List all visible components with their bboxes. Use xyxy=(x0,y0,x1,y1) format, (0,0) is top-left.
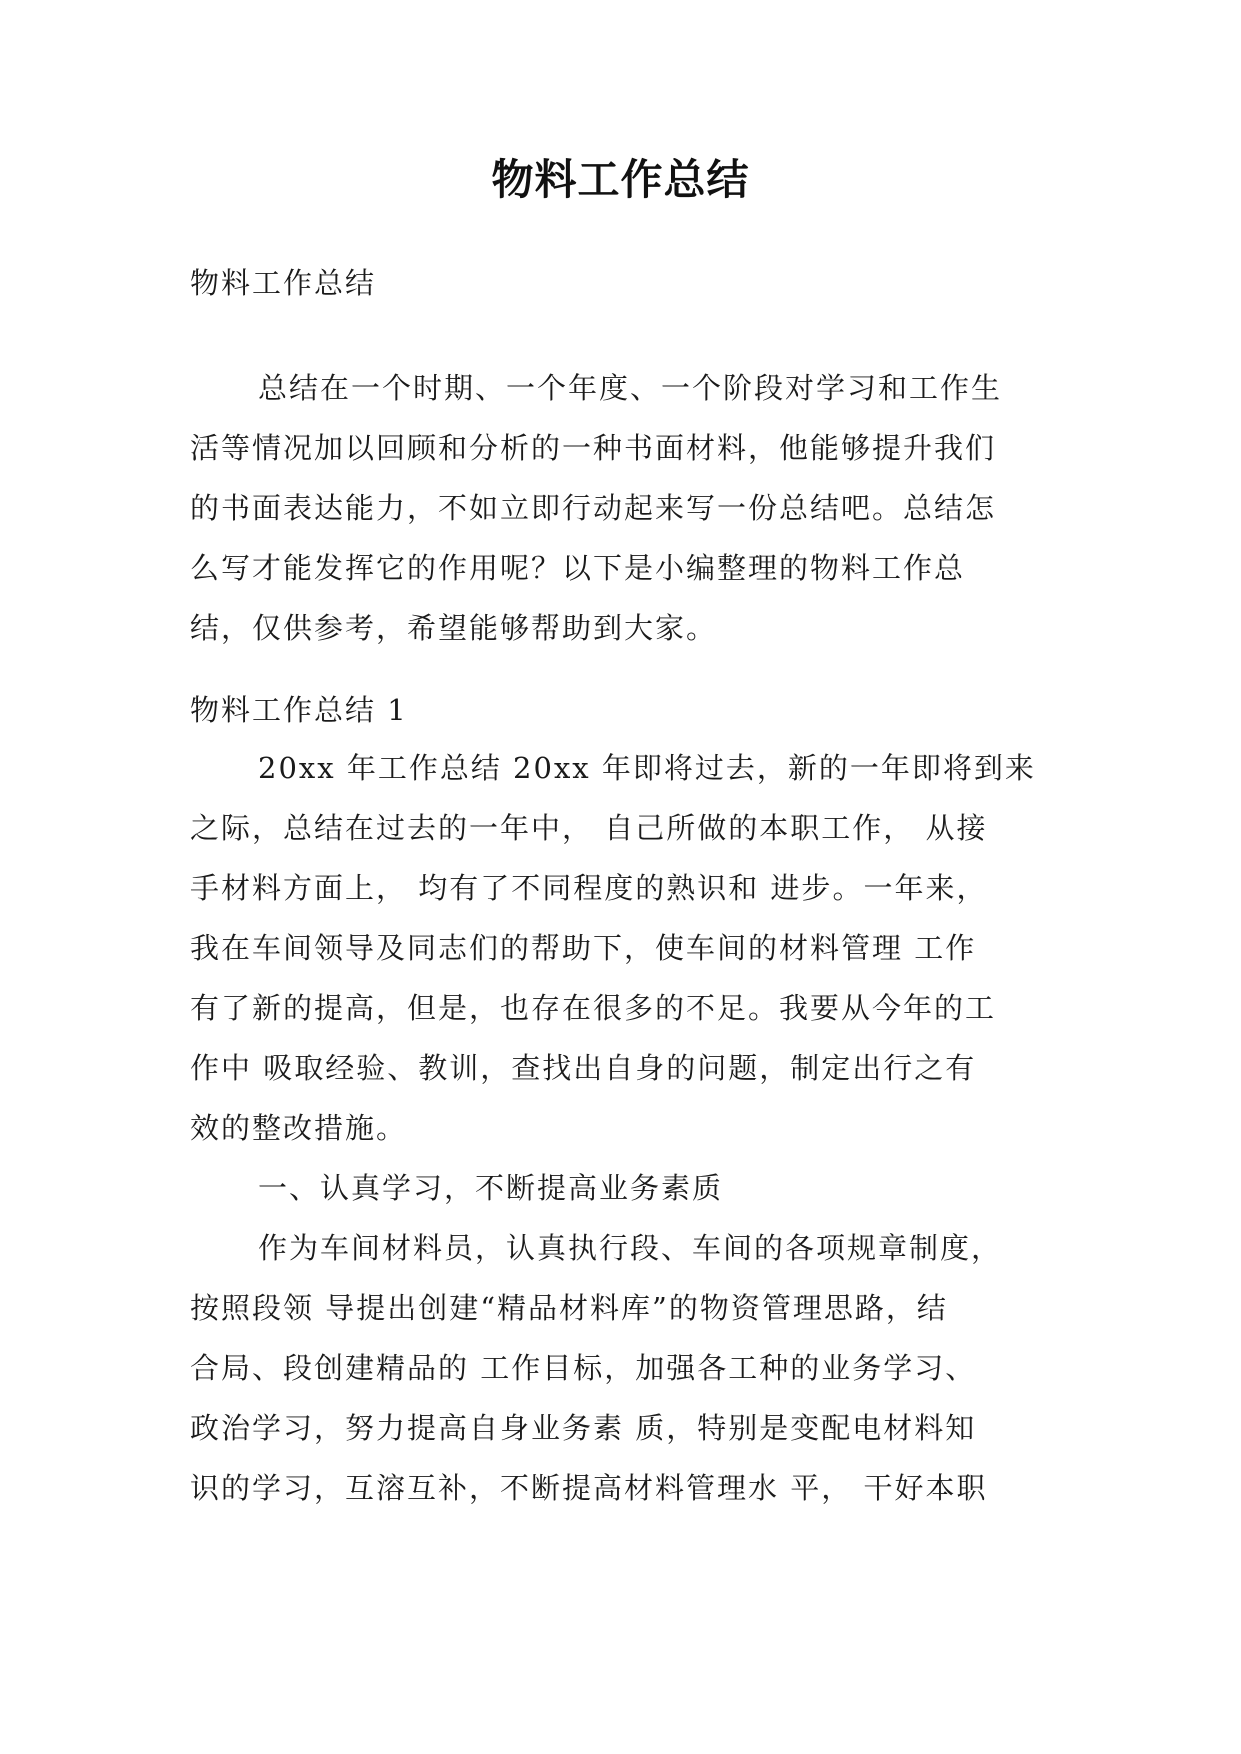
section-heading-text: 物料工作总结 1 xyxy=(190,693,408,727)
section-paragraph xyxy=(190,738,1060,1158)
paragraph-line: 结，仅供参考，希望能够帮助到大家。 xyxy=(190,611,718,645)
paragraph-line: 我在车间领导及同志们的帮助下，使车间的材料管理 工作 xyxy=(190,931,977,965)
paragraph-line: 作中 吸取经验、教训，查找出自身的问题，制定出行之有 xyxy=(190,1051,977,1085)
paragraph-line: 总结在一个时期、一个年度、一个阶段对学习和工作生 xyxy=(258,371,1003,405)
paragraph-line: 20xx 年工作总结 20xx 年即将过去，新的一年即将到来 xyxy=(258,751,1036,785)
subtitle-line: 物料工作总结 xyxy=(190,266,377,300)
paragraph-line: 政治学习，努力提高自身业务素 质，特别是变配电材料知 xyxy=(190,1411,977,1445)
paragraph-line: 活等情况加以回顾和分析的一种书面材料，他能够提升我们 xyxy=(190,431,997,465)
paragraph-line: 的书面表达能力，不如立即行动起来写一份总结吧。总结怎 xyxy=(190,491,997,525)
paragraph-line: 按照段领 导提出创建“精品材料库”的物资管理思路，结 xyxy=(190,1291,948,1325)
section-heading xyxy=(190,680,1060,740)
detail-paragraph xyxy=(190,1218,1060,1518)
paragraph-line: 效的整改措施。 xyxy=(190,1111,408,1145)
paragraph-line: 识的学习，互溶互补，不断提高材料管理水 平， 干好本职 xyxy=(190,1471,988,1505)
document-title: 物料工作总结 xyxy=(491,155,750,204)
subheading-text: 一、认真学习，不断提高业务素质 xyxy=(258,1171,724,1205)
paragraph-line: 合局、段创建精品的 工作目标，加强各工种的业务学习、 xyxy=(190,1351,977,1385)
paragraph-line: 么写才能发挥它的作用呢？以下是小编整理的物料工作总 xyxy=(190,551,966,585)
document-subtitle xyxy=(190,253,1060,313)
paragraph-line: 手材料方面上， 均有了不同程度的熟识和 进步。一年来， xyxy=(190,871,988,905)
paragraph-line: 有了新的提高，但是，也存在很多的不足。我要从今年的工 xyxy=(190,991,997,1025)
intro-paragraph xyxy=(190,358,1060,658)
paragraph-line: 之际，总结在过去的一年中， 自己所做的本职工作， 从接 xyxy=(190,811,988,845)
paragraph-line: 作为车间材料员，认真执行段、车间的各项规章制度， xyxy=(258,1231,1003,1265)
subheading xyxy=(190,1158,1060,1218)
